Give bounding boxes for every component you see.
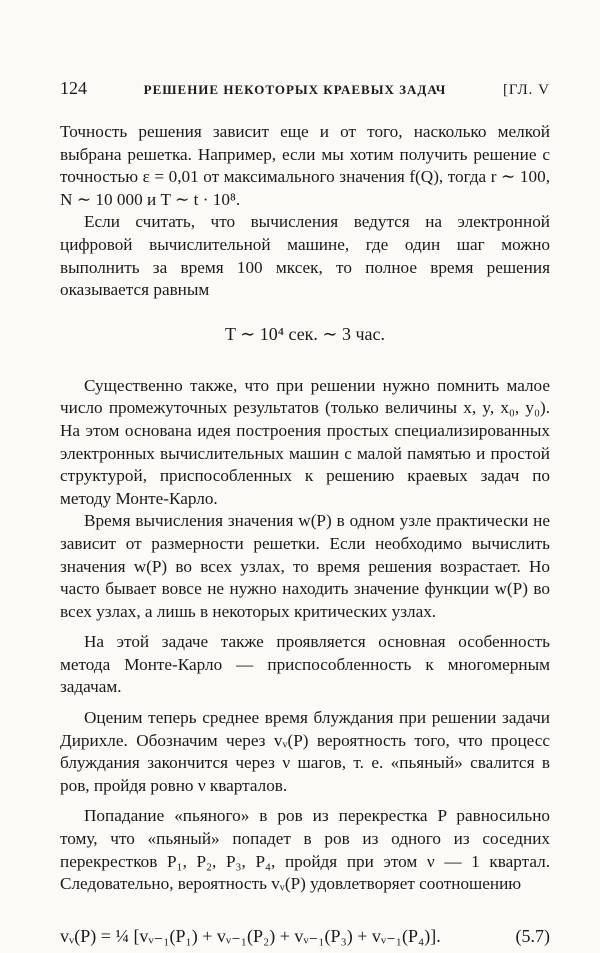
formula-total-time: T ∼ 10⁴ сек. ∼ 3 час.: [224, 323, 386, 344]
paragraph-accuracy: Точность решения зависит еще и от того, насколько мелкой выбрана решетка. Например, если мы хотим получить решение с точностью ε = 0,01 от максимального значения f(Q), тогда r ∼ 100, N ∼ 10 000 и T ∼ t · 10⁸.: [60, 122, 550, 209]
paragraph-memory: Существенно также, что при решении нужно помнить малое число промежуточных результатов (только величины x, y, x₀, y₀). На этом основана идея построения простых специализированных электронных вычислительных машин с малой памятью и простой структурой, приспособленных к решению краевых задач по методу Монте-Карло.: [60, 375, 550, 508]
paragraph-node-time: Время вычисления значения w(P) в одном узле практически не зависит от размерности решетки. Если необходимо вычислить значения w(P) во всех узлах, то время решения возрастает. Но часто бывает вовсе не нужно находить значение функции w(P) во всех узлах, а лишь в некоторых критических узлах.: [60, 511, 550, 621]
paragraph-walk-time: Оценим теперь среднее время блуждания при решении задачи Дирихле. Обозначим через vᵥ(P) вероятность того, что процесс блуждания закончится через ν шагов, т. е. «пьяный» свалится в ров, пройдя ровно ν кварталов.: [60, 708, 550, 795]
paragraph-multidim: На этой задаче также проявляется основная особенность метода Монте-Карло — приспособленность к многомерным задачам.: [60, 632, 550, 697]
paragraph-computer: Если считать, что вычисления ведутся на электронной цифровой вычислительной машине, где один шаг можно выполнить за время 100 мксек, то полное время решения оказывается равным: [60, 212, 550, 300]
page-number: 124: [60, 78, 87, 98]
equation-expression: vᵥ(P) = ¼ [vᵥ₋₁(P₁) + vᵥ₋₁(P₂) + vᵥ₋₁(P₃) + vᵥ₋₁(P₄)].: [60, 925, 441, 946]
book-page: [60, 78, 550, 947]
equation-number: (5.7): [515, 925, 550, 946]
equation-5-7: [60, 926, 550, 947]
paragraph-drunk: Попадание «пьяного» в ров из перекрестка P равносильно тому, что «пьяный» попадет в ров из одного из соседних перекрестков P₁, P₂, P₃, P₄, пройдя при этом ν — 1 квартал. Следовательно, вероятность vᵥ(P) удовлетворяет соотношению: [60, 806, 550, 894]
chapter-marker: [ГЛ. V: [502, 82, 550, 98]
running-title: РЕШЕНИЕ НЕКОТОРЫХ КРАЕВЫХ ЗАДАЧ: [143, 82, 447, 97]
running-header: [60, 78, 550, 99]
